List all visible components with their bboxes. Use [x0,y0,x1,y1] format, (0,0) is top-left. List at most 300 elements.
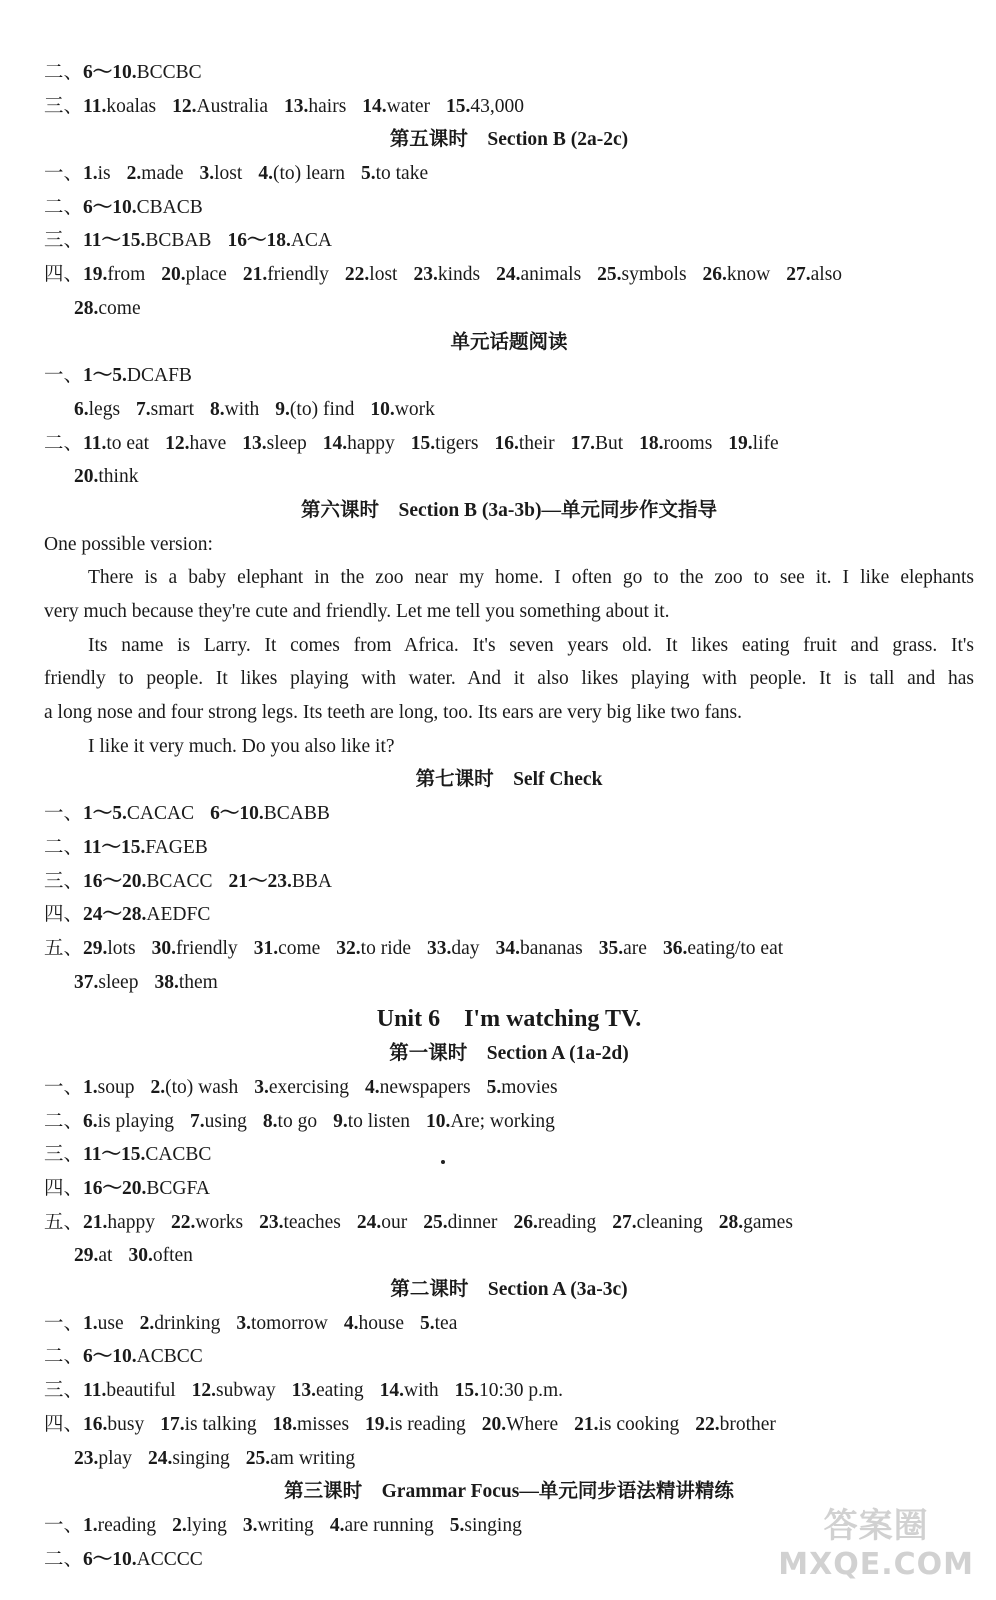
answer-item [171,1212,243,1233]
question-number: 10. [426,1110,451,1132]
answer-text: house [358,1312,405,1334]
answer-item [83,264,145,285]
answer-item [330,1515,434,1536]
question-number: 1～5. [83,803,127,825]
answer-text: water [386,95,430,117]
answer-row [44,1340,974,1374]
answer-text: have [189,432,227,454]
answer-row [44,1138,974,1172]
answer-item [427,938,480,959]
question-number: 26. [702,264,727,286]
question-number: 9. [275,398,290,420]
answer-text: friendly [267,264,329,286]
question-number: 3. [242,1514,258,1536]
question-number: 27. [786,264,811,286]
answer-item [192,1380,276,1401]
answer-text: Are; working [450,1110,555,1132]
question-group-label: 三、 [44,1144,84,1166]
answer-item [227,230,332,251]
answer-item [83,62,202,83]
question-number: 25. [423,1211,448,1233]
answer-text: reading [97,1514,157,1536]
answer-item [292,1380,364,1401]
answer-text: rooms [663,432,713,454]
question-group-label: 二、 [44,432,84,454]
essay-line [44,561,974,595]
question-number: 3. [254,1076,269,1098]
answer-text: to go [277,1110,318,1132]
answer-text: are running [344,1514,434,1536]
answer-row [44,191,974,225]
answer-text: tea [434,1312,458,1334]
answer-text: are [623,937,647,959]
answer-item [148,1448,230,1469]
answer-item [599,938,647,959]
answer-row [44,427,974,461]
answer-text: with [404,1380,439,1402]
answer-text: cleaning [636,1211,703,1233]
question-number: 16～20. [83,870,147,892]
question-number: 30. [151,937,176,959]
answer-text: BCCBC [136,62,202,83]
question-number: 24. [356,1211,382,1233]
answer-text: sleep [98,971,139,993]
question-number: 5. [486,1076,502,1098]
answer-row [44,90,974,124]
answer-item [345,264,398,285]
answer-item [344,1313,404,1334]
question-number: 32. [336,937,361,959]
question-group-label: 一、 [44,1076,84,1098]
answer-row [44,1307,974,1341]
answer-item [83,803,194,824]
question-number: 34. [495,937,520,959]
answer-item [426,1111,555,1132]
question-number: 6. [83,1110,98,1132]
question-number: 20. [74,466,99,488]
answer-text: come [278,937,321,959]
answer-text: dinner [447,1211,498,1233]
essay-line [44,662,974,696]
answer-text: Australia [196,95,269,117]
question-number: 14. [322,432,348,454]
question-number: 21. [83,1211,108,1233]
answer-text: hairs [308,95,347,117]
question-number: 4. [364,1076,380,1098]
answer-text: tigers [435,432,479,454]
answer-text: Where [506,1413,559,1435]
section-heading: 单元话题阅读 [450,331,568,353]
answer-item [83,1346,203,1367]
answer-item [242,433,306,454]
question-group-label: 五、 [44,1211,84,1233]
question-number: 21～23. [228,870,292,892]
question-number: 11～15. [83,836,146,858]
answer-row [44,292,974,326]
answer-text: BCBAB [145,230,212,252]
question-number: 21. [574,1413,599,1435]
question-number: 8. [210,398,225,420]
answer-item [83,938,136,959]
answer-item [229,871,333,892]
answer-item [83,230,211,251]
answer-text: lost [214,163,243,185]
essay-text: very much because they're cute and friendly. Let me tell you something about it. [44,601,670,622]
answer-item [254,1077,349,1098]
question-group-label: 四、 [44,1178,84,1199]
answer-row [44,359,974,393]
answer-text: is talking [184,1413,257,1435]
answer-text: tomorrow [250,1312,328,1334]
answer-text: (to) learn [272,163,345,185]
answer-text: (to) wash [165,1076,239,1098]
answer-text: ACBCC [136,1346,203,1368]
answer-row [44,258,974,292]
answer-text: CACBC [145,1144,212,1166]
essay-line [44,629,974,663]
question-number: 23. [259,1211,284,1233]
question-number: 6～10. [83,1346,137,1368]
answer-item [728,433,778,454]
answer-item [74,298,141,319]
question-number: 5. [360,163,376,185]
answer-text: newspapers [379,1076,471,1098]
answer-text: works [195,1211,244,1233]
answer-row [44,932,974,966]
section-heading: 第一课时 Section A (1a-2d) [389,1043,629,1065]
answer-text: is playing [97,1110,175,1132]
answer-item [336,938,411,959]
answer-text: ACA [290,230,332,252]
question-number: 24. [147,1447,173,1469]
answer-item [83,96,156,117]
answer-text: lots [107,937,136,959]
answer-item [200,163,243,184]
question-group-label: 三、 [44,1380,84,1402]
answer-item [165,433,226,454]
answer-item [83,871,213,892]
answer-text: koalas [106,95,157,117]
question-number: 20. [161,264,186,286]
question-number: 6～10. [210,803,264,825]
answer-item [140,1313,221,1334]
question-group-label: 四、 [44,1413,84,1435]
answer-item [83,365,192,386]
section-heading: 第五课时 Section B (2a-2c) [389,129,629,151]
answer-text: made [141,163,184,185]
print-speck [441,1160,445,1164]
essay-text: Its name is Larry. It comes from Africa. It's seven years old. It likes eating fruit and grass. It's [88,634,974,656]
answer-text: work [394,398,435,420]
answer-item [243,264,329,285]
question-group-label: 二、 [44,1548,84,1570]
answer-text: think [98,466,139,488]
question-number: 11～15. [83,230,146,252]
answer-item [160,1414,256,1435]
question-number: 12. [172,95,197,117]
question-number: 14. [362,95,387,117]
answer-item [83,904,210,925]
question-number: 25. [245,1447,271,1469]
answer-text: bananas [519,937,583,959]
answer-item [703,264,771,285]
answer-text: their [518,432,555,454]
question-number: 1. [83,1076,98,1098]
answer-item [161,264,227,285]
answer-text: friendly [175,937,238,959]
question-number: 31. [253,937,279,959]
question-number: 11～15. [83,1144,146,1166]
answer-item [494,433,554,454]
essay-text: friendly to people. It likes playing with water. And it also likes playing with people. It is tall and has [44,668,974,690]
answer-item [152,938,238,959]
answer-item [258,163,345,184]
question-number: 13. [284,95,309,117]
answer-text: use [97,1312,124,1334]
answer-item [597,264,686,285]
answer-item [357,1212,407,1233]
answer-text: BBA [291,870,333,892]
answer-text: AEDFC [146,904,211,926]
answer-text: teaches [283,1211,341,1233]
answer-item [380,1380,439,1401]
answer-item [663,938,783,959]
answer-item [370,399,434,420]
answer-item [127,163,184,184]
answer-row [44,966,974,1000]
question-number: 1. [83,163,98,185]
question-number: 4. [258,163,273,185]
answer-text: animals [520,264,582,286]
question-group-label: 二、 [44,1110,84,1132]
section-heading: 第三课时 Grammar Focus—单元同步语法精讲精练 [284,1481,734,1503]
answer-item [786,264,842,285]
question-number: 13. [242,432,267,454]
answer-row [44,1071,974,1105]
answer-text: to ride [360,937,412,959]
answer-text: exercising [268,1076,349,1098]
question-number: 6. [74,398,89,420]
answer-item [128,1245,192,1266]
answer-text: to eat [106,432,150,454]
answer-item [365,1414,466,1435]
question-number: 2. [139,1312,155,1334]
answer-item [236,1313,328,1334]
answer-item [83,1313,124,1334]
answer-text: soup [97,1076,135,1098]
answer-text: them [178,971,218,993]
answer-item [413,264,480,285]
answer-item [172,1515,227,1536]
answer-item [83,163,111,184]
question-number: 6～10. [83,196,137,218]
answer-text: (to) find [289,398,355,420]
answer-text: life [752,432,779,454]
answer-item [83,837,208,858]
answer-item [83,1549,203,1570]
watermark-top-text: 答案圈 [823,1506,929,1546]
question-number: 15. [410,432,436,454]
answer-row [44,157,974,191]
question-number: 28. [718,1211,744,1233]
answer-text: CACAC [126,803,195,825]
answer-item [574,1414,679,1435]
answer-item [275,399,354,420]
answer-text: is [97,163,111,185]
answer-text: often [152,1245,193,1267]
question-number: 19. [728,432,753,454]
answer-row [44,1105,974,1139]
answer-text: am writing [270,1447,356,1469]
question-number: 24～28. [83,904,147,926]
essay-text: I like it very much. Do you also like it? [88,735,395,757]
question-number: 16. [83,1413,108,1435]
answer-text: 10:30 p.m. [479,1380,564,1402]
section-heading: 第六课时 Section B (3a-3b)—单元同步作文指导 [301,499,717,521]
answer-item [284,96,346,117]
question-group-label: 三、 [44,230,84,252]
answer-text: DCAFB [126,365,192,387]
answer-item [719,1212,793,1233]
question-number: 3. [199,163,215,185]
question-number: 11. [83,1380,107,1402]
question-number: 38. [154,971,179,993]
question-group-label: 四、 [44,904,84,926]
question-group-label: 四、 [44,264,84,286]
answer-item [323,433,395,454]
question-number: 15. [445,95,471,117]
answer-text: misses [297,1413,350,1435]
answer-text: 43,000 [470,95,524,117]
question-group-label: 一、 [44,803,84,825]
answer-item [423,1212,497,1233]
question-number: 16～20. [83,1178,147,1199]
answer-text: smart [150,398,194,420]
unit-title: Unit 6 I'm watching TV. [376,1006,642,1033]
question-number: 18. [639,432,664,454]
answer-text: BCACC [146,870,213,892]
question-number: 7. [190,1110,205,1132]
answer-item [190,1111,247,1132]
answer-item [263,1111,317,1132]
question-group-label: 一、 [44,163,84,185]
question-number: 4. [343,1312,359,1334]
answer-text: know [726,264,771,286]
answer-item [571,433,624,454]
answer-item [333,1111,410,1132]
answer-item [273,1414,349,1435]
answer-item [639,433,712,454]
answer-item [172,96,268,117]
question-number: 4. [329,1514,345,1536]
essay-line [44,730,974,764]
answer-item [450,1515,522,1536]
answer-text: to listen [347,1110,410,1132]
question-number: 2. [126,163,142,185]
question-group-label: 一、 [44,365,84,387]
question-number: 23. [413,264,438,286]
answer-text: eating [315,1380,364,1402]
question-number: 8. [262,1110,278,1132]
answer-text: singing [464,1514,522,1536]
answer-text: symbols [621,264,687,286]
answer-item [259,1212,341,1233]
answer-page [44,56,974,1576]
question-number: 22. [344,264,370,286]
question-number: 15. [454,1380,480,1402]
answer-text: singing [172,1447,230,1469]
answer-item [83,1414,144,1435]
question-number: 22. [171,1211,196,1233]
answer-item [74,972,138,993]
question-number: 1. [83,1514,98,1536]
question-number: 19. [83,264,108,286]
answer-text: games [743,1211,793,1233]
answer-row [44,224,974,258]
essay-line [44,595,974,629]
answer-item [487,1077,558,1098]
answer-text: come [98,297,141,319]
answer-text: beautiful [106,1380,176,1402]
answer-text: But [594,432,624,454]
question-number: 12. [165,432,190,454]
question-number: 28. [74,297,99,319]
question-number: 16. [494,432,519,454]
answer-item [420,1313,457,1334]
answer-item [83,433,149,454]
question-number: 21. [242,264,268,286]
answer-row [44,865,974,899]
answer-text: happy [107,1211,156,1233]
question-group-label: 三、 [44,95,84,117]
answer-row [44,1374,974,1408]
question-number: 36. [662,937,688,959]
answer-text: day [451,937,480,959]
answer-text: at [98,1245,113,1267]
answer-text: is reading [389,1413,466,1435]
question-number: 33. [427,937,452,959]
answer-row [44,393,974,427]
question-number: 35. [598,937,624,959]
answer-row [44,1239,974,1273]
answer-text: using [204,1110,247,1132]
answer-item [362,96,430,117]
section-heading: 第七课时 Self Check [415,769,603,791]
answer-text: BCABB [263,803,330,825]
question-number: 20. [481,1413,507,1435]
answer-text: brother [719,1413,776,1435]
essay-intro: One possible version: [44,533,213,555]
answer-text: to take [375,163,429,185]
question-group-label: 二、 [44,196,84,218]
answer-item [83,1111,174,1132]
answer-text: drinking [154,1312,221,1334]
question-number: 37. [74,971,99,993]
question-group-label: 一、 [44,1312,84,1334]
question-number: 12. [191,1380,217,1402]
answer-item [83,197,203,218]
answer-text: lost [369,264,398,286]
answer-text: kinds [437,264,481,286]
answer-text: CBACB [136,196,203,218]
question-number: 5. [449,1514,465,1536]
question-number: 16～18. [227,230,291,252]
answer-row [44,460,974,494]
answer-item [446,96,524,117]
question-number: 29. [83,937,108,959]
section-heading: 第二课时 Section A (3a-3c) [390,1279,628,1301]
question-number: 17. [570,432,595,454]
